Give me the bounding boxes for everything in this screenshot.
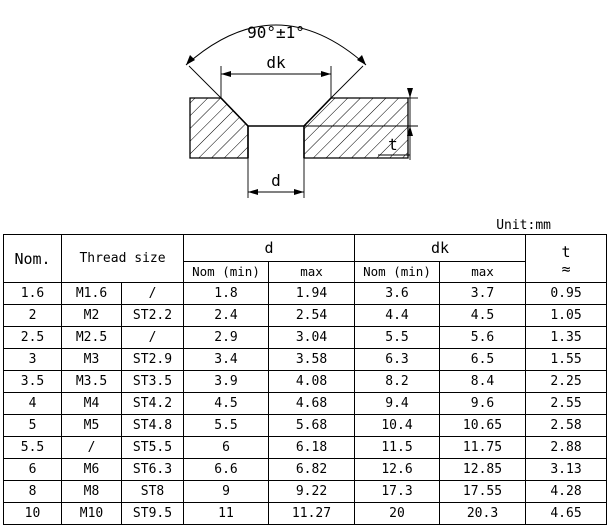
cell-d-max: 2.54 bbox=[269, 305, 355, 327]
cell-t: 0.95 bbox=[526, 283, 607, 305]
countersink-diagram bbox=[0, 0, 609, 215]
cell-dk-min: 4.4 bbox=[355, 305, 440, 327]
table-row bbox=[4, 393, 607, 415]
cell-d-min: 3.9 bbox=[184, 371, 269, 393]
header-dk: dk bbox=[355, 235, 526, 262]
cell-nom: 5.5 bbox=[4, 437, 62, 459]
header-dk-nom-min: Nom (min) bbox=[355, 262, 440, 283]
cell-dk-max: 10.65 bbox=[440, 415, 526, 437]
cell-dk-max: 20.3 bbox=[440, 503, 526, 525]
cell-thread-m: M2.5 bbox=[62, 327, 122, 349]
cell-nom: 4 bbox=[4, 393, 62, 415]
cell-d-max: 9.22 bbox=[269, 481, 355, 503]
cell-thread-st: ST3.5 bbox=[122, 371, 184, 393]
cell-d-min: 2.4 bbox=[184, 305, 269, 327]
cell-d-max: 4.08 bbox=[269, 371, 355, 393]
cell-d-min: 6 bbox=[184, 437, 269, 459]
cell-dk-max: 4.5 bbox=[440, 305, 526, 327]
cell-nom: 1.6 bbox=[4, 283, 62, 305]
cell-d-min: 2.9 bbox=[184, 327, 269, 349]
left-section bbox=[190, 98, 248, 158]
header-d-max: max bbox=[269, 262, 355, 283]
cell-t: 1.05 bbox=[526, 305, 607, 327]
header-d-nom-min: Nom (min) bbox=[184, 262, 269, 283]
angle-label: 90°±1° bbox=[247, 23, 305, 42]
unit-label: Unit:mm bbox=[496, 218, 551, 233]
cell-nom: 6 bbox=[4, 459, 62, 481]
cell-thread-st: ST4.2 bbox=[122, 393, 184, 415]
cell-dk-max: 3.7 bbox=[440, 283, 526, 305]
header-d: d bbox=[184, 235, 355, 262]
cell-dk-max: 8.4 bbox=[440, 371, 526, 393]
cell-thread-st: ST9.5 bbox=[122, 503, 184, 525]
header-nom: Nom. bbox=[4, 235, 62, 283]
table-row bbox=[4, 283, 607, 305]
angle-ext-left bbox=[189, 66, 221, 98]
cell-dk-min: 10.4 bbox=[355, 415, 440, 437]
d-label: d bbox=[271, 171, 281, 190]
cell-dk-min: 9.4 bbox=[355, 393, 440, 415]
cell-dk-max: 5.6 bbox=[440, 327, 526, 349]
cell-nom: 2 bbox=[4, 305, 62, 327]
cell-nom: 2.5 bbox=[4, 327, 62, 349]
cell-thread-m: / bbox=[62, 437, 122, 459]
cell-d-max: 3.04 bbox=[269, 327, 355, 349]
cell-dk-max: 11.75 bbox=[440, 437, 526, 459]
cell-dk-min: 5.5 bbox=[355, 327, 440, 349]
header-row bbox=[4, 235, 607, 262]
header-t bbox=[526, 235, 607, 283]
t-label: t bbox=[388, 135, 398, 154]
cell-d-min: 5.5 bbox=[184, 415, 269, 437]
cell-thread-m: M5 bbox=[62, 415, 122, 437]
cell-dk-min: 11.5 bbox=[355, 437, 440, 459]
cell-dk-min: 6.3 bbox=[355, 349, 440, 371]
cell-dk-min: 20 bbox=[355, 503, 440, 525]
cell-d-max: 11.27 bbox=[269, 503, 355, 525]
table-row bbox=[4, 371, 607, 393]
cell-thread-m: M4 bbox=[62, 393, 122, 415]
cell-t: 4.65 bbox=[526, 503, 607, 525]
cell-thread-m: M10 bbox=[62, 503, 122, 525]
cell-dk-max: 9.6 bbox=[440, 393, 526, 415]
cell-thread-st: ST6.3 bbox=[122, 459, 184, 481]
angle-arrow-right bbox=[357, 55, 366, 65]
cell-d-min: 1.8 bbox=[184, 283, 269, 305]
cell-nom: 8 bbox=[4, 481, 62, 503]
cell-d-min: 11 bbox=[184, 503, 269, 525]
cell-t: 2.58 bbox=[526, 415, 607, 437]
cell-thread-m: M3.5 bbox=[62, 371, 122, 393]
cell-thread-st: / bbox=[122, 283, 184, 305]
cell-thread-st: ST5.5 bbox=[122, 437, 184, 459]
cell-t: 2.55 bbox=[526, 393, 607, 415]
cell-t: 3.13 bbox=[526, 459, 607, 481]
cell-thread-m: M8 bbox=[62, 481, 122, 503]
table-row bbox=[4, 415, 607, 437]
table-row bbox=[4, 305, 607, 327]
cell-thread-m: M1.6 bbox=[62, 283, 122, 305]
cell-d-max: 1.94 bbox=[269, 283, 355, 305]
angle-ext-right bbox=[331, 66, 363, 98]
cell-t: 2.88 bbox=[526, 437, 607, 459]
cell-nom: 10 bbox=[4, 503, 62, 525]
header-dk-max: max bbox=[440, 262, 526, 283]
angle-arrow-left bbox=[186, 55, 195, 65]
cell-dk-max: 6.5 bbox=[440, 349, 526, 371]
cell-thread-st: ST2.2 bbox=[122, 305, 184, 327]
cell-nom: 3 bbox=[4, 349, 62, 371]
cell-thread-m: M2 bbox=[62, 305, 122, 327]
header-t-label: t bbox=[561, 242, 571, 261]
table-row bbox=[4, 459, 607, 481]
cell-thread-m: M3 bbox=[62, 349, 122, 371]
cell-thread-st: ST4.8 bbox=[122, 415, 184, 437]
approx-symbol: ≈ bbox=[561, 259, 571, 278]
cell-dk-max: 17.55 bbox=[440, 481, 526, 503]
table-row bbox=[4, 481, 607, 503]
d-arrow-left bbox=[248, 189, 258, 195]
t-arrow-top bbox=[407, 88, 413, 98]
cell-d-min: 6.6 bbox=[184, 459, 269, 481]
cell-dk-max: 12.85 bbox=[440, 459, 526, 481]
dimension-table bbox=[3, 234, 607, 525]
dk-label: dk bbox=[266, 53, 286, 72]
d-arrow-right bbox=[294, 189, 304, 195]
cell-thread-m: M6 bbox=[62, 459, 122, 481]
cell-d-min: 9 bbox=[184, 481, 269, 503]
cell-d-max: 6.82 bbox=[269, 459, 355, 481]
table-row bbox=[4, 437, 607, 459]
cell-nom: 5 bbox=[4, 415, 62, 437]
cell-thread-st: ST8 bbox=[122, 481, 184, 503]
table-row bbox=[4, 349, 607, 371]
cell-d-max: 4.68 bbox=[269, 393, 355, 415]
cell-t: 1.55 bbox=[526, 349, 607, 371]
cell-d-min: 3.4 bbox=[184, 349, 269, 371]
cell-t: 2.25 bbox=[526, 371, 607, 393]
cell-d-min: 4.5 bbox=[184, 393, 269, 415]
cell-dk-min: 12.6 bbox=[355, 459, 440, 481]
cell-t: 1.35 bbox=[526, 327, 607, 349]
cell-nom: 3.5 bbox=[4, 371, 62, 393]
cell-d-max: 6.18 bbox=[269, 437, 355, 459]
cell-dk-min: 3.6 bbox=[355, 283, 440, 305]
dk-arrow-left bbox=[221, 71, 231, 77]
cell-t: 4.28 bbox=[526, 481, 607, 503]
cell-dk-min: 8.2 bbox=[355, 371, 440, 393]
cell-thread-st: / bbox=[122, 327, 184, 349]
cell-d-max: 3.58 bbox=[269, 349, 355, 371]
header-thread-size: Thread size bbox=[62, 235, 184, 283]
table-row bbox=[4, 503, 607, 525]
table-row bbox=[4, 327, 607, 349]
cell-d-max: 5.68 bbox=[269, 415, 355, 437]
cell-dk-min: 17.3 bbox=[355, 481, 440, 503]
dk-arrow-right bbox=[321, 71, 331, 77]
cell-thread-st: ST2.9 bbox=[122, 349, 184, 371]
